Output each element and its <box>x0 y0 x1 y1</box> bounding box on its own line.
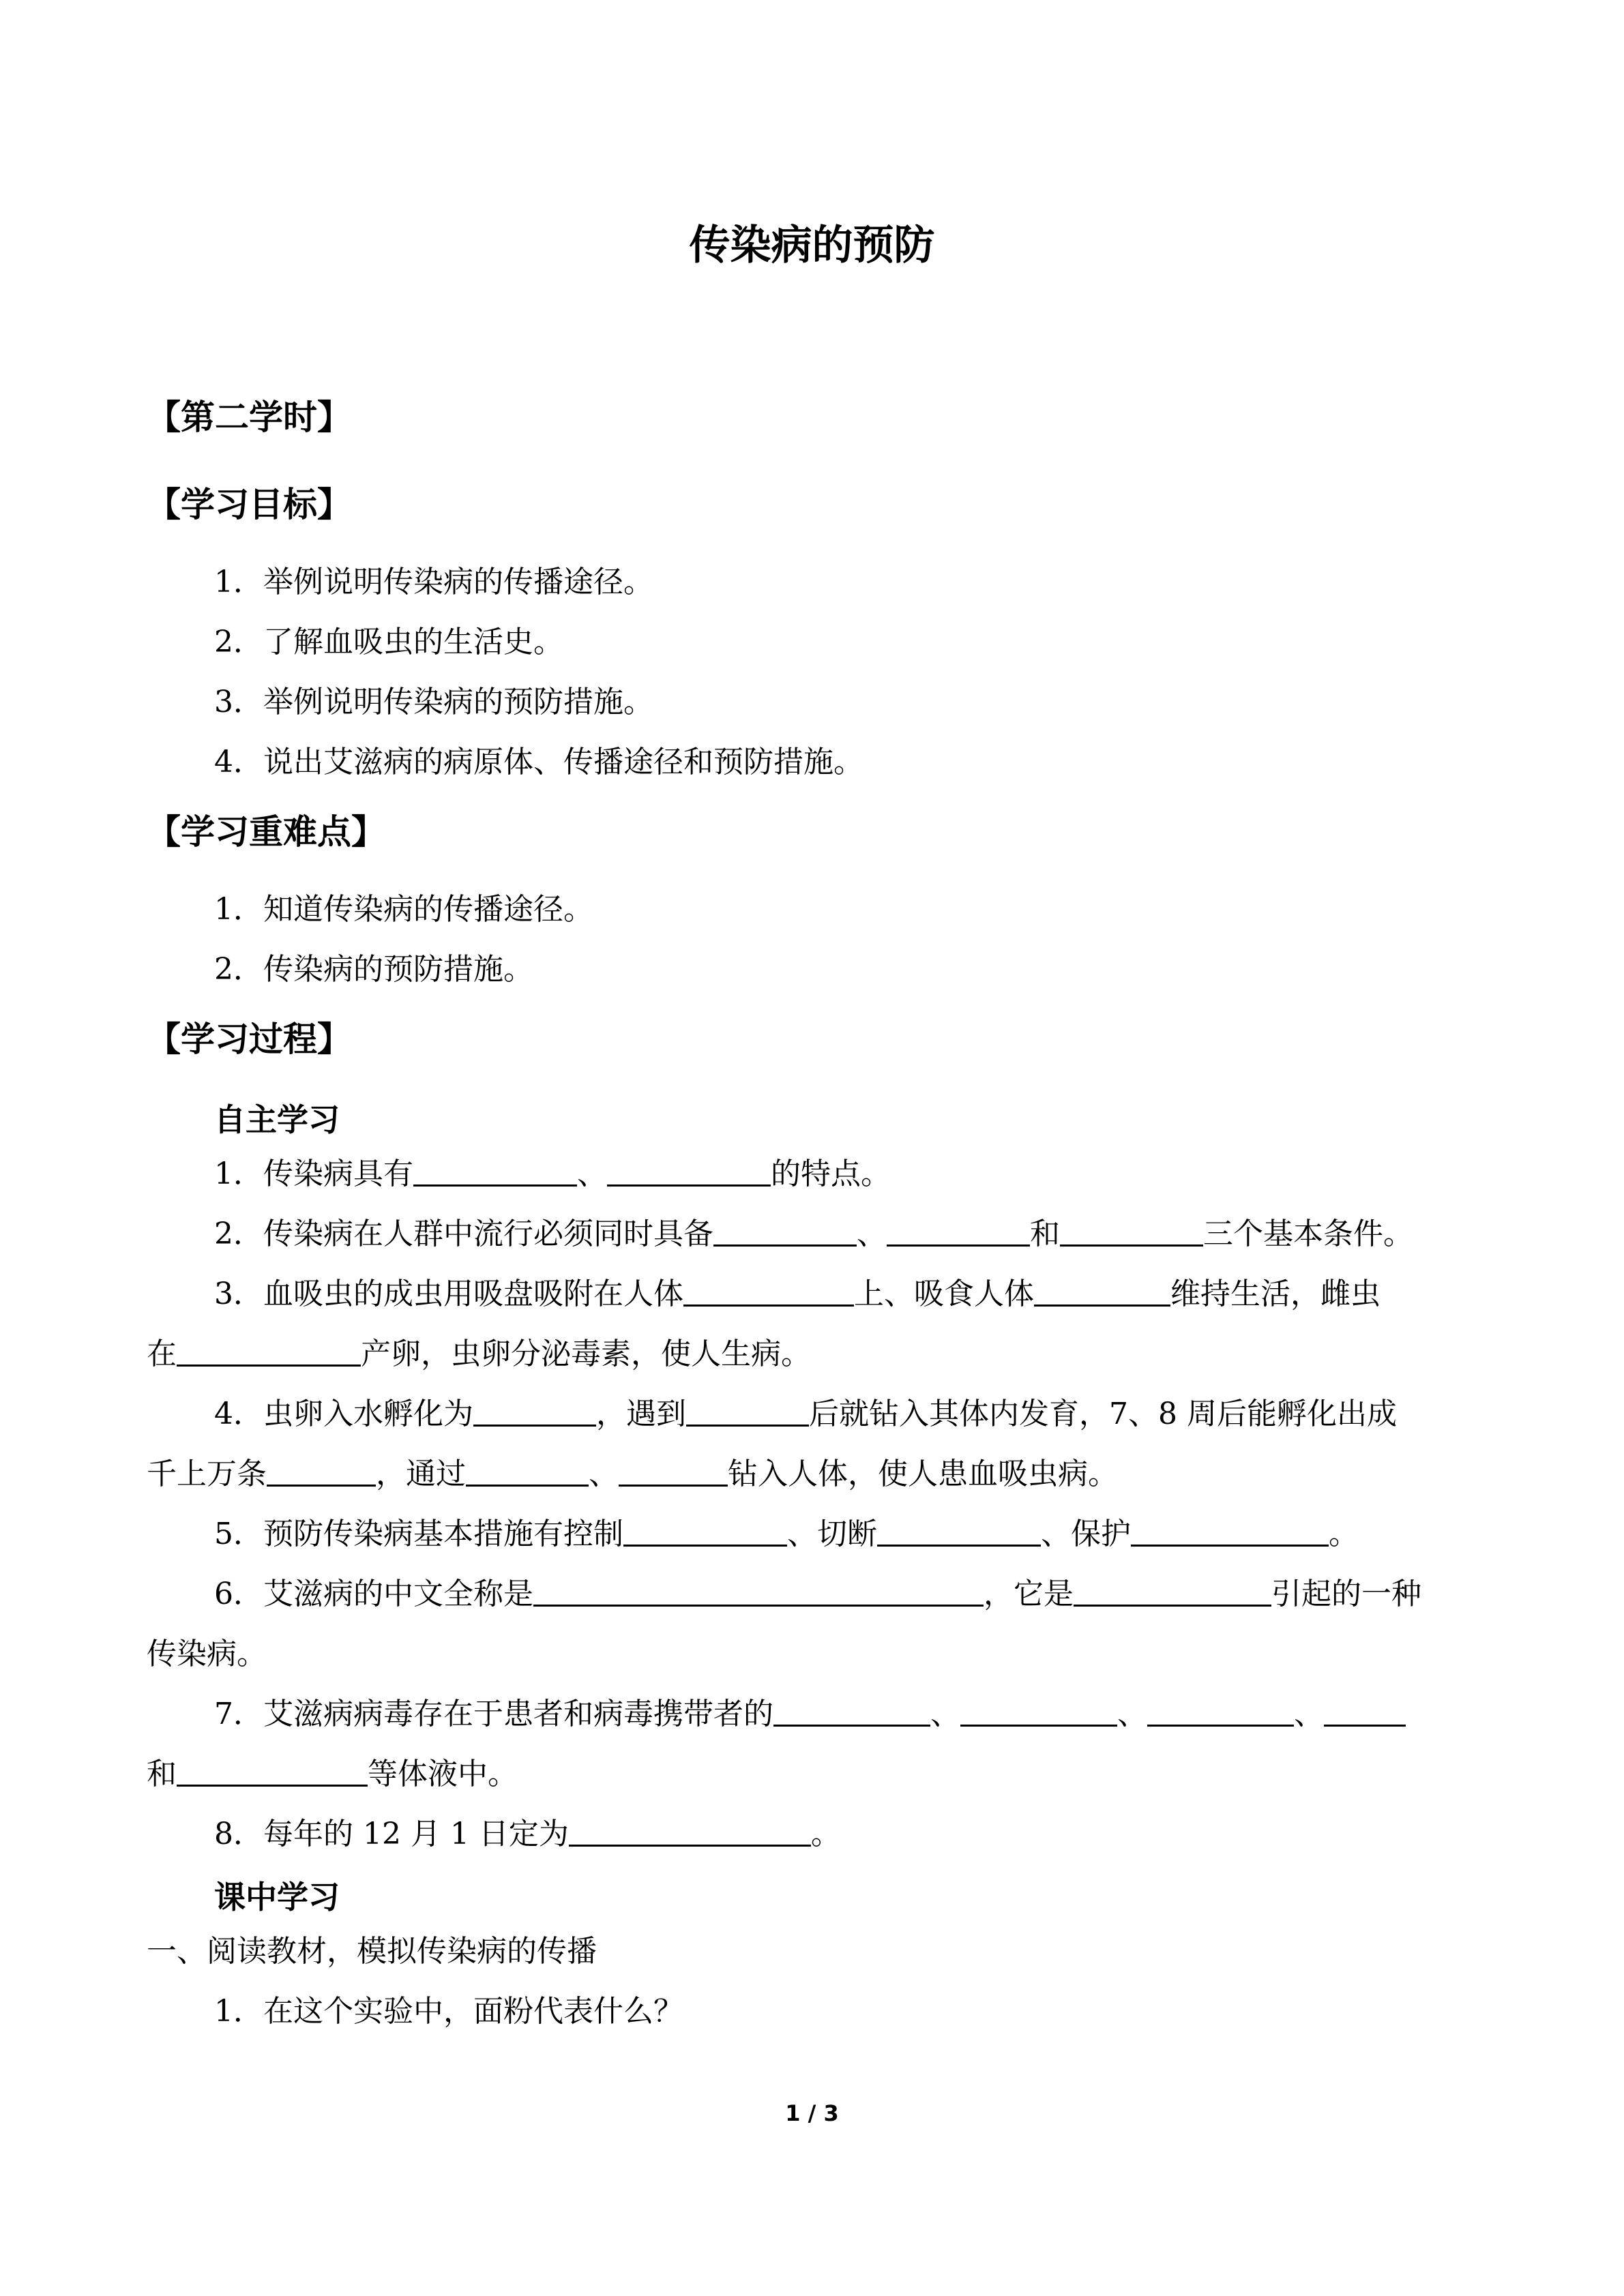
answer-blank[interactable] <box>619 1455 728 1487</box>
lesson-heading: 【第二学时】 <box>147 398 351 437</box>
question-4-cont: 千上万条 ，通过 、 钻入人体，使人患血吸虫病。 <box>147 1454 1118 1495</box>
process-heading: 【学习过程】 <box>147 1019 351 1059</box>
question-6: 6．艾滋病的中文全称是 ，它是 引起的一种 <box>214 1574 1421 1615</box>
answer-blank[interactable] <box>686 1395 809 1427</box>
answer-blank[interactable] <box>960 1695 1117 1727</box>
answer-blank[interactable] <box>177 1335 361 1367</box>
answer-blank[interactable] <box>533 1575 984 1607</box>
part-1-heading: 一、阅读教材，模拟传染病的传播 <box>147 1934 597 1969</box>
question-7: 7．艾滋病病毒存在于患者和病毒携带者的 、 、 、 <box>214 1694 1406 1735</box>
answer-blank[interactable] <box>1074 1575 1271 1607</box>
answer-blank[interactable] <box>267 1455 376 1487</box>
question-3: 3．血吸虫的成虫用吸盘吸附在人体 上、吸食人体 维持生活，雌虫 <box>214 1274 1381 1315</box>
answer-blank[interactable] <box>607 1154 771 1187</box>
question-3-cont: 在 产卵，虫卵分泌毒素，使人生病。 <box>147 1334 811 1375</box>
question-5: 5．预防传染病基本措施有控制 、切断 、保护 。 <box>214 1514 1359 1555</box>
self-study-heading: 自主学习 <box>214 1101 340 1138</box>
answer-blank[interactable] <box>713 1214 857 1247</box>
question-2: 2．传染病在人群中流行必须同时具备 、 和 三个基本条件。 <box>214 1214 1413 1255</box>
question-7-cont: 和 等体液中。 <box>147 1754 518 1795</box>
page-number: 1 / 3 <box>785 2100 839 2126</box>
objectives-heading: 【学习目标】 <box>147 485 351 524</box>
answer-blank[interactable] <box>1147 1695 1294 1727</box>
answer-blank[interactable] <box>887 1214 1030 1247</box>
answer-blank[interactable] <box>1034 1274 1170 1307</box>
answer-blank[interactable] <box>413 1154 577 1187</box>
answer-blank[interactable] <box>877 1515 1041 1547</box>
page-title: 传染病的预防 <box>689 222 935 269</box>
answer-blank[interactable] <box>569 1815 811 1847</box>
keypoint-item: 1．知道传染病的传播途径。 <box>214 892 593 927</box>
question-6-cont: 传染病。 <box>147 1637 267 1671</box>
answer-blank[interactable] <box>683 1274 854 1307</box>
answer-blank[interactable] <box>466 1455 589 1487</box>
question-1: 1．传染病具有 、 的特点。 <box>214 1154 891 1195</box>
keypoints-heading: 【学习重难点】 <box>147 812 385 852</box>
objective-item: 2．了解血吸虫的生活史。 <box>214 625 563 659</box>
objective-item: 1．举例说明传染病的传播途径。 <box>214 565 653 599</box>
answer-blank[interactable] <box>1131 1515 1329 1547</box>
answer-blank[interactable] <box>1060 1214 1203 1247</box>
answer-blank[interactable] <box>773 1695 930 1727</box>
part-1-question-1: 1．在这个实验中，面粉代表什么？ <box>214 1994 683 2029</box>
keypoint-item: 2．传染病的预防措施。 <box>214 952 533 987</box>
class-study-heading: 课中学习 <box>214 1879 340 1915</box>
answer-blank[interactable] <box>1324 1695 1406 1727</box>
question-4: 4．虫卵入水孵化为 ，遇到 后就钻入其体内发育，7、8 周后能孵化出成 <box>214 1394 1397 1435</box>
question-8: 8．每年的 12 月 1 日定为 。 <box>214 1814 841 1855</box>
answer-blank[interactable] <box>623 1515 787 1547</box>
answer-blank[interactable] <box>177 1755 368 1787</box>
objective-item: 4．说出艾滋病的病原体、传播途径和预防措施。 <box>214 745 863 779</box>
answer-blank[interactable] <box>473 1395 596 1427</box>
objective-item: 3．举例说明传染病的预防措施。 <box>214 685 653 719</box>
